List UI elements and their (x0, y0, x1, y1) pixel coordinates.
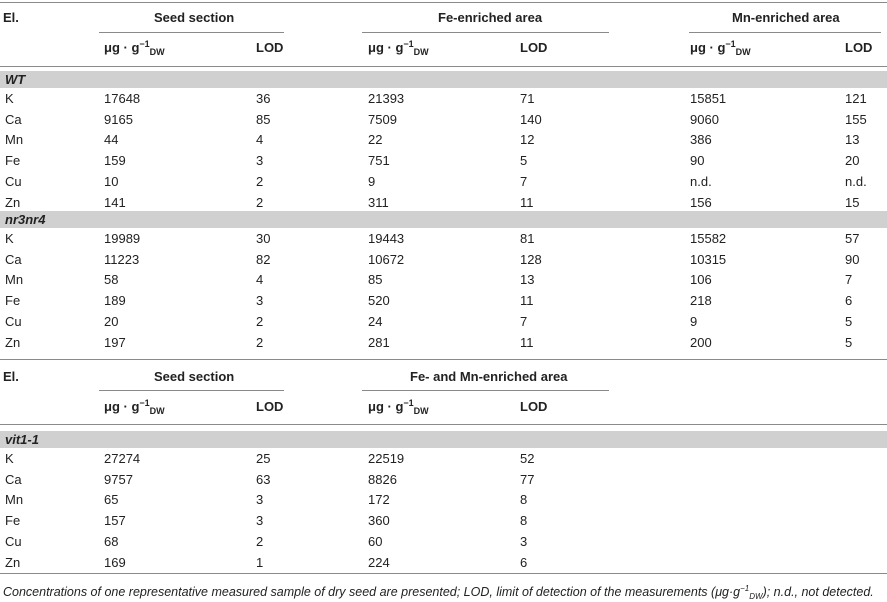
lod-cell: 155 (845, 112, 867, 127)
table2-header-bottom-rule (0, 424, 887, 425)
lod-cell: 77 (520, 472, 535, 487)
table2-lod-header-2: LOD (520, 399, 548, 414)
concentration-cell: 156 (690, 195, 712, 210)
lod-cell: 4 (256, 272, 264, 287)
row-element-label: Fe (5, 513, 21, 528)
table1-group-seed-section: Seed section (154, 10, 235, 25)
concentration-cell: 19989 (104, 231, 141, 246)
concentration-cell: 85 (368, 272, 383, 287)
lod-cell: 36 (256, 91, 271, 106)
section-label-vit1-1: vit1-1 (5, 432, 39, 447)
lod-cell: 82 (256, 252, 271, 267)
concentration-cell: 311 (368, 195, 389, 210)
table1-unit-header-2: $\mu g \cdot g^{-1}_{DW}$ (368, 39, 429, 57)
lod-cell: 2 (256, 534, 264, 549)
lod-cell: 2 (256, 174, 264, 189)
concentration-cell: 9 (690, 314, 698, 329)
lod-cell: 63 (256, 472, 271, 487)
concentration-cell: 7509 (368, 112, 397, 127)
lod-cell: 2 (256, 314, 264, 329)
lod-cell: 85 (256, 112, 271, 127)
row-element-label: Cu (5, 174, 22, 189)
concentration-cell: 281 (368, 335, 390, 350)
section-label-nr3nr4: nr3nr4 (5, 212, 46, 227)
row-element-label: K (5, 231, 14, 246)
row-element-label: K (5, 451, 14, 466)
lod-cell: 2 (256, 335, 264, 350)
row-element-label: Fe (5, 153, 21, 168)
table2-group-fe-mn-enriched: Fe- and Mn-enriched area (410, 369, 568, 384)
table1-el-header: El. (3, 10, 19, 25)
concentration-cell: 20 (104, 314, 119, 329)
lod-cell: 6 (845, 293, 853, 308)
table1-group-mn-enriched: Mn-enriched area (732, 10, 840, 25)
lod-cell: 25 (256, 451, 271, 466)
table1-lod-header-3: LOD (845, 40, 873, 55)
table2-group-rule-2 (362, 390, 609, 391)
lod-cell: 8 (520, 492, 528, 507)
lod-cell: 5 (845, 314, 853, 329)
concentration-cell: 19443 (368, 231, 405, 246)
table1-header-bottom-rule (0, 66, 887, 67)
concentration-cell: 9757 (104, 472, 133, 487)
concentration-cell: 22519 (368, 451, 405, 466)
concentration-cell: 157 (104, 513, 126, 528)
concentration-cell: 10315 (690, 252, 727, 267)
row-element-label: Zn (5, 195, 21, 210)
lod-cell: 15 (845, 195, 860, 210)
concentration-cell: 9060 (690, 112, 719, 127)
row-element-label: Mn (5, 132, 24, 147)
lod-cell: 3 (520, 534, 528, 549)
concentration-cell: 169 (104, 555, 126, 570)
concentration-cell: 24 (368, 314, 383, 329)
lod-cell: 3 (256, 153, 264, 168)
table1-lod-header-1: LOD (256, 40, 284, 55)
concentration-cell: 224 (368, 555, 390, 570)
lod-cell: 11 (520, 195, 534, 210)
row-element-label: Ca (5, 112, 22, 127)
lod-cell: 5 (520, 153, 528, 168)
concentration-cell: 44 (104, 132, 119, 147)
concentration-cell: 11223 (104, 252, 140, 267)
concentration-cell: 106 (690, 272, 712, 287)
footnote: Concentrations of one representative measured sample of dry seed are presented; LOD, limit of detection of the measurements $(\mu g\cdot g^{-1}_{DW})$; n.d., not detected. (3, 584, 874, 601)
lod-cell: 8 (520, 513, 528, 528)
concentration-cell: 17648 (104, 91, 141, 106)
table2-unit-header-2: $\mu g \cdot g^{-1}_{DW}$ (368, 398, 429, 416)
concentration-cell: 15582 (690, 231, 727, 246)
lod-cell: 11 (520, 293, 534, 308)
table2-unit-header-1: $\mu g \cdot g^{-1}_{DW}$ (104, 398, 165, 416)
table1-top-rule (0, 2, 887, 3)
table2-lod-header-1: LOD (256, 399, 284, 414)
concentration-cell: 27274 (104, 451, 141, 466)
concentration-cell: 15851 (690, 91, 727, 106)
concentration-cell: 386 (690, 132, 712, 147)
concentration-cell: 218 (690, 293, 712, 308)
lod-cell: 13 (845, 132, 860, 147)
concentration-cell: 141 (104, 195, 126, 210)
table1-group-rule-2 (362, 32, 609, 33)
concentration-cell: 65 (104, 492, 119, 507)
concentration-cell: 68 (104, 534, 119, 549)
concentration-cell: n.d. (690, 174, 712, 189)
concentration-cell: 60 (368, 534, 383, 549)
row-element-label: Zn (5, 335, 21, 350)
lod-cell: 2 (256, 195, 264, 210)
lod-cell: 12 (520, 132, 535, 147)
lod-cell: 1 (256, 555, 264, 570)
lod-cell: 90 (845, 252, 860, 267)
concentration-cell: 9165 (104, 112, 133, 127)
table1-unit-header-1: $\mu g \cdot g^{-1}_{DW}$ (104, 39, 165, 57)
section-band-nr3nr4 (0, 211, 887, 228)
lod-cell: 13 (520, 272, 535, 287)
row-element-label: Cu (5, 534, 22, 549)
section-label-wt: WT (5, 72, 26, 87)
row-element-label: Mn (5, 272, 24, 287)
lod-cell: n.d. (845, 174, 867, 189)
row-element-label: Zn (5, 555, 21, 570)
section-band-vit1-1 (0, 431, 887, 448)
row-element-label: Mn (5, 492, 24, 507)
lod-cell: 30 (256, 231, 271, 246)
table1-unit-header-3: $\mu g \cdot g^{-1}_{DW}$ (690, 39, 751, 57)
table1-group-rule-3 (689, 32, 881, 33)
lod-cell: 3 (256, 513, 264, 528)
row-element-label: Cu (5, 314, 22, 329)
lod-cell: 7 (520, 174, 528, 189)
lod-cell: 121 (845, 91, 867, 106)
table2-group-seed-section: Seed section (154, 369, 235, 384)
table2-group-rule-1 (99, 390, 284, 391)
concentration-cell: 197 (104, 335, 126, 350)
table1-lod-header-2: LOD (520, 40, 548, 55)
concentration-cell: 90 (690, 153, 705, 168)
lod-cell: 81 (520, 231, 535, 246)
lod-cell: 3 (256, 492, 264, 507)
concentration-cell: 159 (104, 153, 126, 168)
table1-group-fe-enriched: Fe-enriched area (438, 10, 543, 25)
lod-cell: 128 (520, 252, 542, 267)
concentration-cell: 21393 (368, 91, 405, 106)
lod-cell: 3 (256, 293, 264, 308)
concentration-cell: 8826 (368, 472, 397, 487)
lod-cell: 52 (520, 451, 535, 466)
lod-cell: 4 (256, 132, 264, 147)
row-element-label: K (5, 91, 14, 106)
lod-cell: 5 (845, 335, 853, 350)
section-band-wt (0, 71, 887, 88)
concentration-cell: 22 (368, 132, 383, 147)
row-element-label: Fe (5, 293, 21, 308)
concentration-cell: 360 (368, 513, 390, 528)
table1-group-rule-1 (99, 32, 284, 33)
concentration-cell: 189 (104, 293, 126, 308)
lod-cell: 7 (845, 272, 853, 287)
lod-cell: 7 (520, 314, 528, 329)
concentration-cell: 9 (368, 174, 376, 189)
table1-bottom-rule (0, 359, 887, 360)
concentration-cell: 751 (368, 153, 390, 168)
lod-cell: 57 (845, 231, 860, 246)
table2-bottom-rule (0, 573, 887, 574)
concentration-cell: 172 (368, 492, 390, 507)
table2-el-header: El. (3, 369, 19, 384)
concentration-cell: 200 (690, 335, 712, 350)
lod-cell: 20 (845, 153, 860, 168)
lod-cell: 71 (520, 91, 535, 106)
concentration-cell: 58 (104, 272, 119, 287)
lod-cell: 140 (520, 112, 542, 127)
lod-cell: 6 (520, 555, 528, 570)
lod-cell: 11 (520, 335, 534, 350)
concentration-cell: 10672 (368, 252, 405, 267)
row-element-label: Ca (5, 472, 22, 487)
concentration-cell: 520 (368, 293, 390, 308)
concentration-cell: 10 (104, 174, 119, 189)
row-element-label: Ca (5, 252, 22, 267)
